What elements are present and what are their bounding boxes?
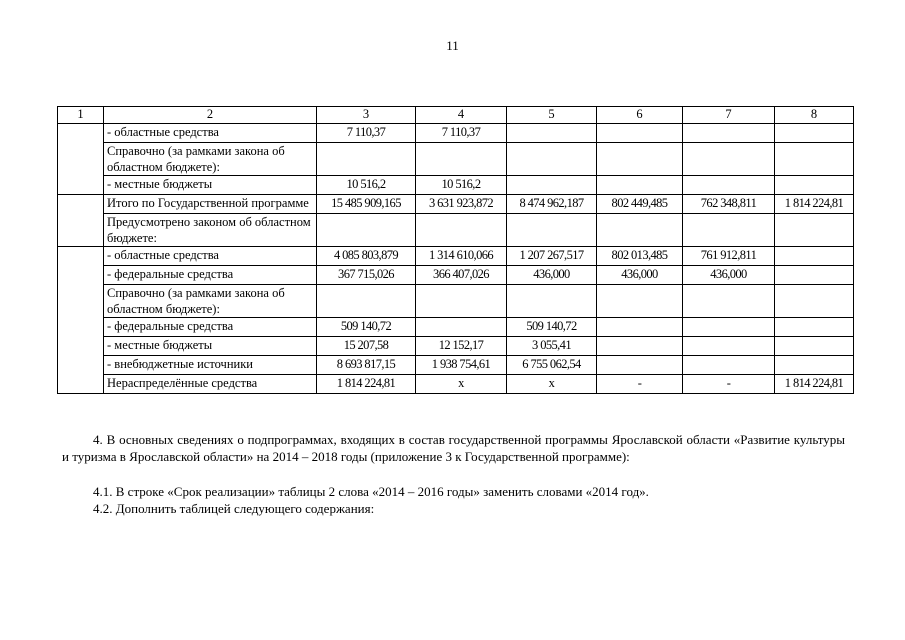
value-cell <box>775 318 854 337</box>
value-cell <box>597 176 683 195</box>
value-cell: 12 152,17 <box>416 337 507 356</box>
value-cell <box>775 247 854 266</box>
value-cell: 15 207,58 <box>317 337 416 356</box>
table-row <box>58 375 854 394</box>
value-cell <box>775 176 854 195</box>
table-header-row <box>58 107 854 124</box>
table-row <box>58 124 854 143</box>
table-row <box>58 143 854 176</box>
value-cell <box>775 143 854 176</box>
value-cell <box>597 143 683 176</box>
table-row <box>58 337 854 356</box>
value-cell: 10 516,2 <box>317 176 416 195</box>
value-cell: 1 814 224,81 <box>775 375 854 394</box>
value-cell: - <box>597 375 683 394</box>
value-cell <box>597 356 683 375</box>
value-cell <box>683 124 775 143</box>
paragraph-4-1: 4.1. В строке «Срок реализации» таблицы 2 слова «2014 – 2016 годы» заменить словами «2014 год». <box>93 484 649 499</box>
value-cell <box>416 285 507 318</box>
value-cell <box>507 124 597 143</box>
value-cell: 8 474 962,187 <box>507 195 597 214</box>
row-label: - областные средства <box>104 247 317 266</box>
value-cell <box>775 124 854 143</box>
value-cell <box>775 356 854 375</box>
row-label: Предусмотрено законом об областном бюджете: <box>104 214 317 247</box>
row-group-cell <box>58 247 104 266</box>
value-cell <box>317 285 416 318</box>
row-label: Справочно (за рамками закона об областном бюджете): <box>104 143 317 176</box>
value-cell: 3 055,41 <box>507 337 597 356</box>
row-group-cell <box>58 356 104 375</box>
value-cell: 762 348,811 <box>683 195 775 214</box>
paragraph-4: 4. В основных сведениях о подпрограммах, входящих в состав государственной программы Ярославской области «Развитие культуры и туризма в Ярославской области» на 2014 – 2018 годы (приложение 3 к Государственной программе): <box>62 432 845 464</box>
row-label: Справочно (за рамками закона об областном бюджете): <box>104 285 317 318</box>
value-cell: 1 207 267,517 <box>507 247 597 266</box>
value-cell <box>597 318 683 337</box>
value-cell: 15 485 909,165 <box>317 195 416 214</box>
value-cell: 1 314 610,066 <box>416 247 507 266</box>
value-cell <box>317 143 416 176</box>
value-cell <box>683 318 775 337</box>
value-cell: 7 110,37 <box>416 124 507 143</box>
value-cell <box>597 337 683 356</box>
value-cell <box>683 176 775 195</box>
table-row <box>58 356 854 375</box>
value-cell <box>416 143 507 176</box>
row-group-cell <box>58 214 104 247</box>
value-cell: 4 085 803,879 <box>317 247 416 266</box>
value-cell: 367 715,026 <box>317 266 416 285</box>
table-row <box>58 195 854 214</box>
value-cell: 436,000 <box>683 266 775 285</box>
value-cell: 3 631 923,872 <box>416 195 507 214</box>
row-group-cell <box>58 143 104 176</box>
row-group-cell <box>58 318 104 337</box>
column-header: 3 <box>317 107 416 124</box>
value-cell <box>507 176 597 195</box>
value-cell <box>683 214 775 247</box>
row-group-cell <box>58 176 104 195</box>
row-group-cell <box>58 195 104 214</box>
value-cell: 10 516,2 <box>416 176 507 195</box>
value-cell <box>507 143 597 176</box>
row-group-cell <box>58 337 104 356</box>
value-cell: 802 013,485 <box>597 247 683 266</box>
value-cell: 6 755 062,54 <box>507 356 597 375</box>
value-cell: 761 912,811 <box>683 247 775 266</box>
row-label: Итого по Государственной программе <box>104 195 317 214</box>
value-cell <box>597 214 683 247</box>
value-cell <box>507 214 597 247</box>
column-header: 1 <box>58 107 104 124</box>
page-number: 11 <box>446 38 459 53</box>
table-row <box>58 214 854 247</box>
column-header: 6 <box>597 107 683 124</box>
value-cell <box>775 285 854 318</box>
column-header: 8 <box>775 107 854 124</box>
value-cell <box>683 356 775 375</box>
table-row <box>58 285 854 318</box>
row-group-cell <box>58 375 104 394</box>
value-cell: х <box>416 375 507 394</box>
value-cell <box>775 214 854 247</box>
value-cell <box>683 337 775 356</box>
row-group-cell <box>58 266 104 285</box>
value-cell: 509 140,72 <box>317 318 416 337</box>
value-cell: 366 407,026 <box>416 266 507 285</box>
row-label: Нераспределённые средства <box>104 375 317 394</box>
row-label: - областные средства <box>104 124 317 143</box>
column-header: 2 <box>104 107 317 124</box>
value-cell: 1 814 224,81 <box>317 375 416 394</box>
value-cell: 802 449,485 <box>597 195 683 214</box>
value-cell <box>507 285 597 318</box>
row-label: - местные бюджеты <box>104 176 317 195</box>
value-cell <box>683 143 775 176</box>
value-cell <box>597 285 683 318</box>
value-cell: х <box>507 375 597 394</box>
value-cell: - <box>683 375 775 394</box>
row-label: - местные бюджеты <box>104 337 317 356</box>
column-header: 4 <box>416 107 507 124</box>
column-header: 7 <box>683 107 775 124</box>
table-row <box>58 247 854 266</box>
value-cell <box>775 337 854 356</box>
value-cell: 7 110,37 <box>317 124 416 143</box>
value-cell: 1 814 224,81 <box>775 195 854 214</box>
row-label: - федеральные средства <box>104 266 317 285</box>
value-cell <box>416 318 507 337</box>
value-cell: 509 140,72 <box>507 318 597 337</box>
value-cell <box>317 214 416 247</box>
value-cell: 1 938 754,61 <box>416 356 507 375</box>
row-label: - федеральные средства <box>104 318 317 337</box>
table-body <box>58 107 854 394</box>
value-cell <box>416 214 507 247</box>
value-cell <box>775 266 854 285</box>
row-group-cell <box>58 285 104 318</box>
table-row <box>58 266 854 285</box>
row-group-cell <box>58 124 104 143</box>
value-cell: 436,000 <box>507 266 597 285</box>
column-header: 5 <box>507 107 597 124</box>
budget-table <box>57 106 854 394</box>
value-cell: 8 693 817,15 <box>317 356 416 375</box>
row-label: - внебюджетные источники <box>104 356 317 375</box>
value-cell <box>597 124 683 143</box>
value-cell <box>683 285 775 318</box>
value-cell: 436,000 <box>597 266 683 285</box>
paragraph-4-2: 4.2. Дополнить таблицей следующего содержания: <box>93 501 375 516</box>
table-row <box>58 318 854 337</box>
table-row <box>58 176 854 195</box>
